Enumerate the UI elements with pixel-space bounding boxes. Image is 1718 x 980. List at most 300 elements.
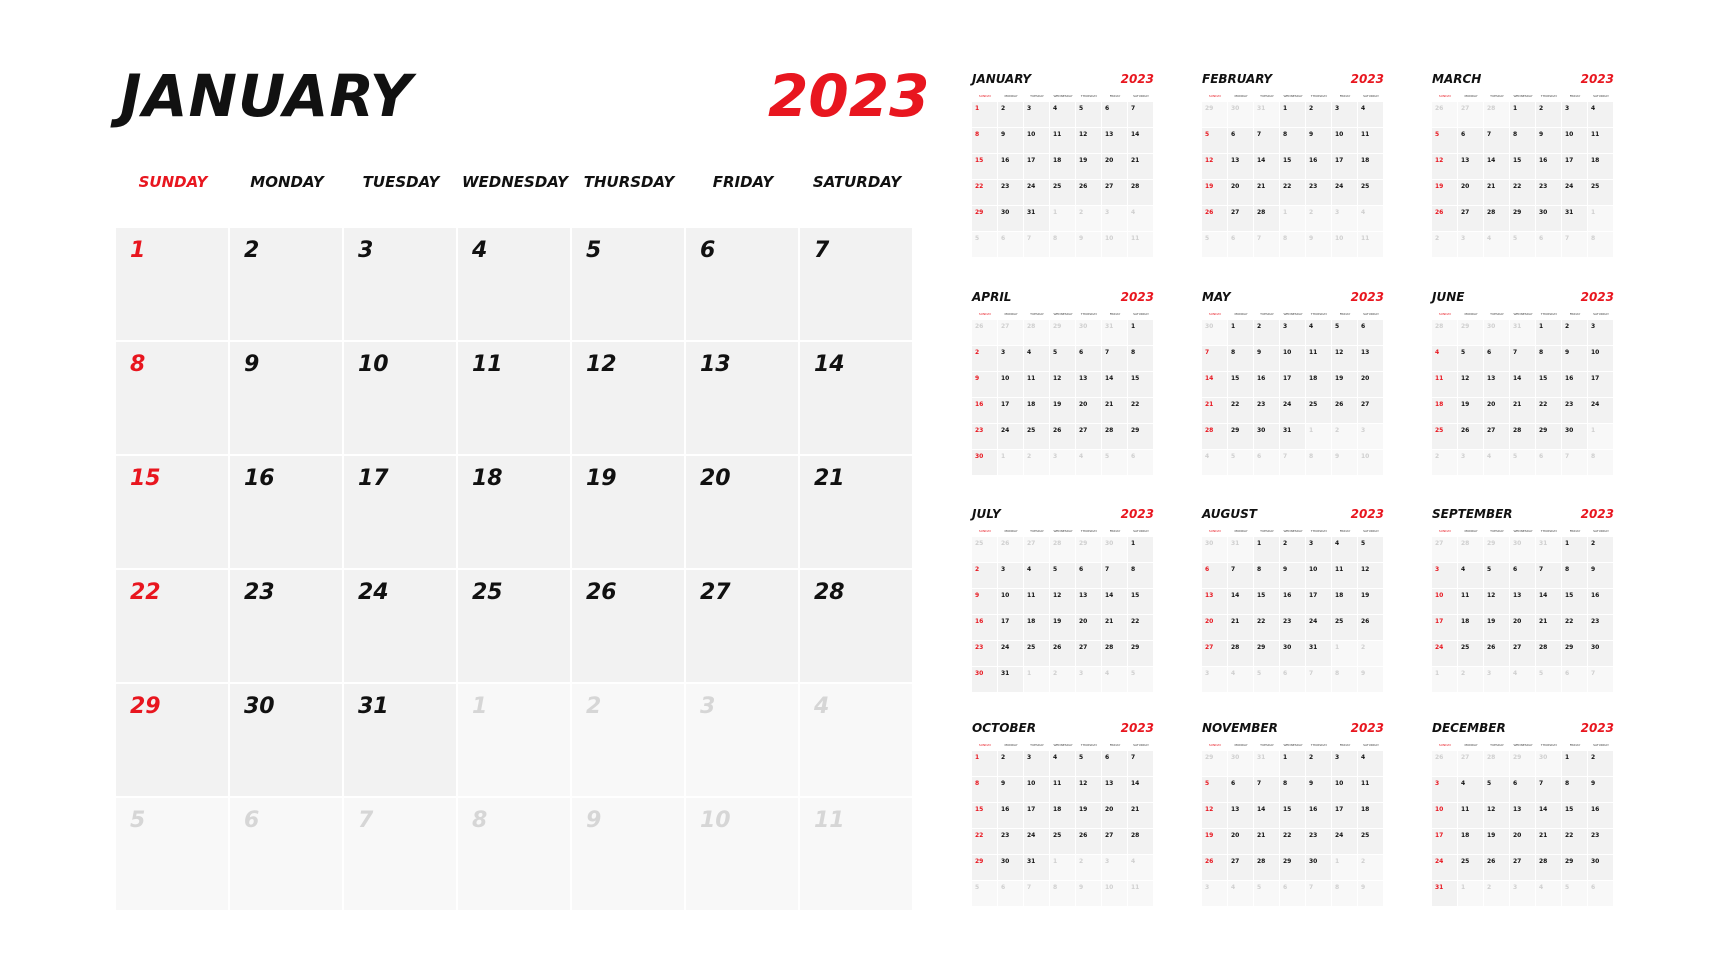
- mini-day-number: 25: [1461, 644, 1470, 651]
- mini-calendar-april: [972, 290, 1154, 480]
- mini-day-number: 21: [1487, 183, 1496, 190]
- mini-day-cell-adjacent: [1510, 450, 1535, 475]
- day-number: 14: [814, 352, 845, 377]
- mini-day-number: 8: [1283, 780, 1288, 787]
- mini-day-number: 20: [1231, 183, 1240, 190]
- mini-day-cell: [1128, 563, 1153, 588]
- mini-day-cell: [1432, 641, 1457, 666]
- mini-day-cell-adjacent: [1050, 206, 1075, 231]
- mini-day-cell-adjacent: [1588, 206, 1613, 231]
- mini-day-number: 29: [1565, 858, 1574, 865]
- mini-day-cell: [1510, 589, 1535, 614]
- weekday-sunday: SUNDAY: [138, 173, 208, 191]
- mini-weekday: THURSDAY: [1540, 94, 1558, 98]
- mini-day-number: 29: [975, 858, 984, 865]
- mini-day-number: 12: [1361, 566, 1370, 573]
- mini-weekday: THURSDAY: [1080, 312, 1098, 316]
- day-number: 27: [700, 580, 731, 605]
- mini-day-number: 13: [1205, 592, 1214, 599]
- mini-day-number: 27: [1027, 540, 1036, 547]
- mini-weekday: WEDNESDAY: [1053, 529, 1073, 533]
- mini-day-number: 31: [1027, 209, 1036, 216]
- mini-day-cell: [1128, 372, 1153, 397]
- mini-weekday: FRIDAY: [1569, 529, 1581, 533]
- mini-day-number: 11: [1131, 884, 1140, 891]
- mini-day-number: 11: [1435, 375, 1444, 382]
- mini-day-cell-adjacent: [1128, 232, 1153, 257]
- day-number: 19: [586, 466, 617, 491]
- mini-day-cell: [1458, 777, 1483, 802]
- mini-day-number: 24: [1027, 183, 1036, 190]
- mini-day-number: 5: [1205, 131, 1210, 138]
- mini-day-cell-adjacent: [1076, 667, 1101, 692]
- mini-day-number: 7: [1539, 566, 1544, 573]
- mini-day-number: 15: [1565, 806, 1574, 813]
- mini-day-number: 30: [1257, 427, 1266, 434]
- mini-day-number: 19: [1487, 832, 1496, 839]
- mini-day-cell: [1024, 589, 1049, 614]
- mini-day-number: 12: [1079, 131, 1088, 138]
- mini-day-number: 1: [1283, 754, 1288, 761]
- day-cell-adjacent: [344, 798, 456, 910]
- mini-day-cell: [1510, 829, 1535, 854]
- mini-day-cell: [1332, 372, 1357, 397]
- day-cell-adjacent: [572, 684, 684, 796]
- mini-day-number: 2: [1079, 858, 1084, 865]
- mini-day-cell: [1050, 128, 1075, 153]
- mini-day-cell-adjacent: [1458, 450, 1483, 475]
- mini-day-cell: [1458, 398, 1483, 423]
- mini-day-cell-adjacent: [1432, 320, 1457, 345]
- mini-day-number: 9: [1079, 884, 1084, 891]
- mini-day-cell: [1024, 128, 1049, 153]
- mini-day-cell: [972, 424, 997, 449]
- mini-day-cell: [1588, 855, 1613, 880]
- mini-day-cell: [1536, 424, 1561, 449]
- mini-day-number: 30: [1001, 858, 1010, 865]
- mini-day-number: 6: [1461, 131, 1466, 138]
- mini-day-number: 22: [975, 183, 984, 190]
- mini-day-cell-adjacent: [998, 450, 1023, 475]
- mini-day-number: 2: [1591, 540, 1596, 547]
- mini-day-number: 27: [1513, 858, 1522, 865]
- mini-day-number: 6: [1591, 884, 1596, 891]
- mini-day-cell: [1280, 563, 1305, 588]
- mini-year: 2023: [1350, 290, 1384, 304]
- mini-calendar-november: [1202, 721, 1384, 911]
- mini-day-number: 2: [1487, 884, 1492, 891]
- mini-day-cell: [1562, 346, 1587, 371]
- mini-day-number: 21: [1257, 832, 1266, 839]
- mini-day-number: 25: [1027, 427, 1036, 434]
- day-number: 16: [244, 466, 275, 491]
- mini-day-cell-adjacent: [1128, 450, 1153, 475]
- day-cell: [116, 228, 228, 340]
- mini-day-cell-adjacent: [1280, 232, 1305, 257]
- main-year: 2023: [768, 62, 930, 130]
- mini-weekday: MONDAY: [1004, 529, 1018, 533]
- mini-day-number: 23: [1001, 832, 1010, 839]
- mini-day-cell: [1128, 424, 1153, 449]
- mini-day-cell: [1228, 128, 1253, 153]
- mini-weekday: WEDNESDAY: [1053, 312, 1073, 316]
- mini-day-number: 20: [1105, 806, 1114, 813]
- mini-weekday: FRIDAY: [1109, 94, 1121, 98]
- mini-day-number: 11: [1461, 806, 1470, 813]
- mini-day-number: 1: [1131, 540, 1136, 547]
- mini-day-number: 18: [1591, 157, 1600, 164]
- mini-day-number: 27: [1231, 209, 1240, 216]
- mini-weekday: FRIDAY: [1109, 529, 1121, 533]
- mini-day-number: 20: [1361, 375, 1370, 382]
- mini-day-cell: [1484, 829, 1509, 854]
- mini-day-number: 19: [1053, 401, 1062, 408]
- mini-day-cell: [998, 615, 1023, 640]
- mini-day-number: 6: [1205, 566, 1210, 573]
- mini-day-cell: [1358, 751, 1383, 776]
- mini-day-cell-adjacent: [1254, 751, 1279, 776]
- mini-weekday: MONDAY: [1234, 743, 1248, 747]
- mini-month-title: DECEMBER: [1432, 721, 1506, 735]
- mini-day-number: 8: [1231, 349, 1236, 356]
- mini-day-cell: [998, 803, 1023, 828]
- mini-day-number: 3: [1461, 235, 1466, 242]
- mini-day-cell: [972, 563, 997, 588]
- mini-weekday: THURSDAY: [1310, 743, 1328, 747]
- mini-month-title: JANUARY: [972, 72, 1032, 86]
- mini-day-number: 4: [1539, 884, 1544, 891]
- mini-day-number: 5: [1487, 566, 1492, 573]
- mini-day-cell: [1432, 615, 1457, 640]
- day-number: 30: [244, 694, 275, 719]
- mini-day-cell: [1358, 803, 1383, 828]
- mini-day-number: 1: [1435, 670, 1440, 677]
- mini-weekday: SATURDAY: [1363, 743, 1379, 747]
- mini-day-number: 20: [1079, 401, 1088, 408]
- mini-day-number: 8: [1053, 235, 1058, 242]
- mini-day-number: 6: [1487, 349, 1492, 356]
- mini-day-number: 4: [1027, 566, 1032, 573]
- mini-day-number: 9: [1079, 235, 1084, 242]
- weekday-friday: FRIDAY: [712, 173, 774, 191]
- mini-day-cell: [972, 615, 997, 640]
- mini-day-number: 14: [1131, 131, 1140, 138]
- mini-day-cell: [1202, 615, 1227, 640]
- mini-day-number: 7: [1513, 349, 1518, 356]
- mini-calendar-december: [1432, 721, 1614, 911]
- mini-day-cell: [1128, 829, 1153, 854]
- mini-day-cell: [998, 563, 1023, 588]
- mini-day-number: 10: [1001, 375, 1010, 382]
- mini-day-number: 22: [1231, 401, 1240, 408]
- mini-day-cell-adjacent: [1050, 667, 1075, 692]
- mini-day-cell-adjacent: [1050, 855, 1075, 880]
- mini-day-cell-adjacent: [1024, 667, 1049, 692]
- mini-day-number: 27: [1461, 209, 1470, 216]
- mini-day-number: 21: [1231, 618, 1240, 625]
- mini-day-number: 30: [1001, 209, 1010, 216]
- day-number: 10: [358, 352, 389, 377]
- mini-day-cell: [1254, 803, 1279, 828]
- mini-day-number: 3: [1513, 884, 1518, 891]
- mini-month-title: MAY: [1202, 290, 1231, 304]
- day-cell: [230, 570, 342, 682]
- mini-day-number: 17: [1591, 375, 1600, 382]
- mini-day-cell-adjacent: [1076, 855, 1101, 880]
- mini-day-cell: [1458, 563, 1483, 588]
- mini-weekday: MONDAY: [1234, 312, 1248, 316]
- mini-weekday: FRIDAY: [1109, 743, 1121, 747]
- mini-day-cell: [972, 751, 997, 776]
- mini-day-cell: [1254, 206, 1279, 231]
- mini-calendar-march: [1432, 72, 1614, 262]
- mini-day-number: 24: [1591, 401, 1600, 408]
- mini-day-number: 5: [1539, 670, 1544, 677]
- mini-weekday: WEDNESDAY: [1283, 94, 1303, 98]
- mini-weekday: THURSDAY: [1310, 529, 1328, 533]
- mini-day-number: 1: [1257, 540, 1262, 547]
- mini-day-cell: [1050, 615, 1075, 640]
- mini-day-cell: [1280, 180, 1305, 205]
- mini-day-number: 3: [1027, 754, 1032, 761]
- mini-day-cell: [1254, 128, 1279, 153]
- mini-day-cell-adjacent: [1562, 667, 1587, 692]
- mini-day-cell: [1050, 372, 1075, 397]
- mini-day-number: 8: [1335, 670, 1340, 677]
- mini-day-cell-adjacent: [1510, 537, 1535, 562]
- mini-year: 2023: [1120, 507, 1154, 521]
- day-number: 2: [586, 694, 602, 719]
- mini-day-cell: [1332, 589, 1357, 614]
- mini-day-cell: [1280, 320, 1305, 345]
- mini-day-cell-adjacent: [1102, 855, 1127, 880]
- mini-day-cell: [1128, 180, 1153, 205]
- mini-day-cell-adjacent: [1588, 424, 1613, 449]
- mini-day-cell-adjacent: [1024, 450, 1049, 475]
- mini-day-cell-adjacent: [1536, 751, 1561, 776]
- mini-calendar-july: [972, 507, 1154, 697]
- mini-day-cell-adjacent: [1510, 881, 1535, 906]
- mini-day-number: 30: [1591, 858, 1600, 865]
- mini-day-number: 3: [1205, 670, 1210, 677]
- day-cell: [458, 456, 570, 568]
- mini-day-number: 3: [1591, 323, 1596, 330]
- mini-day-number: 6: [1361, 323, 1366, 330]
- mini-day-cell: [1484, 803, 1509, 828]
- mini-day-number: 4: [1361, 754, 1366, 761]
- mini-day-number: 28: [1205, 427, 1214, 434]
- mini-day-number: 23: [1309, 183, 1318, 190]
- mini-day-cell: [1050, 563, 1075, 588]
- mini-day-cell: [1588, 641, 1613, 666]
- mini-day-number: 13: [1105, 131, 1114, 138]
- mini-day-cell-adjacent: [1024, 537, 1049, 562]
- mini-day-number: 12: [1487, 592, 1496, 599]
- mini-day-number: 17: [1027, 157, 1036, 164]
- mini-day-cell: [1306, 180, 1331, 205]
- mini-day-number: 3: [1105, 209, 1110, 216]
- mini-day-cell: [1024, 424, 1049, 449]
- mini-day-cell: [1588, 803, 1613, 828]
- mini-day-cell: [1358, 829, 1383, 854]
- mini-day-cell: [998, 102, 1023, 127]
- mini-day-cell-adjacent: [1332, 667, 1357, 692]
- mini-day-number: 2: [1361, 858, 1366, 865]
- mini-day-number: 25: [1461, 858, 1470, 865]
- mini-weekday: TUESDAY: [1030, 743, 1044, 747]
- mini-day-number: 19: [1435, 183, 1444, 190]
- mini-day-number: 28: [1539, 644, 1548, 651]
- mini-day-number: 30: [975, 453, 984, 460]
- mini-month-title: OCTOBER: [972, 721, 1036, 735]
- mini-day-number: 28: [1461, 540, 1470, 547]
- mini-day-number: 29: [1283, 858, 1292, 865]
- mini-day-number: 5: [1079, 754, 1084, 761]
- mini-day-cell: [1332, 829, 1357, 854]
- mini-day-number: 15: [1257, 592, 1266, 599]
- mini-weekday: THURSDAY: [1080, 529, 1098, 533]
- mini-day-number: 9: [1309, 131, 1314, 138]
- mini-day-number: 25: [1027, 644, 1036, 651]
- mini-day-cell: [1332, 320, 1357, 345]
- mini-day-cell-adjacent: [1458, 751, 1483, 776]
- mini-day-cell-adjacent: [1306, 206, 1331, 231]
- mini-day-cell: [1306, 346, 1331, 371]
- mini-weekday: SUNDAY: [978, 312, 992, 316]
- mini-day-number: 1: [1001, 453, 1006, 460]
- day-cell: [686, 228, 798, 340]
- mini-day-number: 3: [1335, 754, 1340, 761]
- mini-day-number: 7: [1257, 780, 1262, 787]
- mini-day-cell: [1588, 537, 1613, 562]
- day-cell: [344, 456, 456, 568]
- mini-day-cell: [1024, 180, 1049, 205]
- mini-weekday: MONDAY: [1464, 743, 1478, 747]
- mini-day-cell: [1484, 424, 1509, 449]
- mini-weekday: WEDNESDAY: [1283, 743, 1303, 747]
- mini-day-cell: [1484, 372, 1509, 397]
- mini-day-cell: [1228, 206, 1253, 231]
- mini-day-cell: [1536, 154, 1561, 179]
- mini-day-cell: [1536, 102, 1561, 127]
- mini-day-cell: [1306, 372, 1331, 397]
- mini-day-number: 3: [1105, 858, 1110, 865]
- mini-day-cell: [1202, 206, 1227, 231]
- mini-day-number: 5: [975, 884, 980, 891]
- mini-day-number: 2: [1539, 105, 1544, 112]
- mini-day-cell: [1458, 180, 1483, 205]
- mini-weekday: THURSDAY: [1080, 94, 1098, 98]
- mini-day-number: 9: [1001, 131, 1006, 138]
- mini-day-number: 1: [1053, 209, 1058, 216]
- mini-day-cell-adjacent: [1306, 424, 1331, 449]
- mini-day-number: 7: [1027, 884, 1032, 891]
- mini-day-number: 11: [1335, 566, 1344, 573]
- mini-calendar-january: [972, 72, 1154, 262]
- mini-day-cell-adjacent: [1432, 102, 1457, 127]
- mini-weekday: MONDAY: [1464, 312, 1478, 316]
- mini-day-number: 19: [1053, 618, 1062, 625]
- mini-day-cell-adjacent: [1588, 881, 1613, 906]
- mini-weekday: TUESDAY: [1260, 743, 1274, 747]
- mini-day-number: 31: [1283, 427, 1292, 434]
- mini-day-cell: [998, 180, 1023, 205]
- mini-day-number: 15: [1231, 375, 1240, 382]
- mini-day-cell: [1358, 128, 1383, 153]
- mini-day-cell-adjacent: [1202, 102, 1227, 127]
- mini-day-number: 20: [1105, 157, 1114, 164]
- mini-day-number: 6: [1231, 131, 1236, 138]
- mini-day-number: 6: [1513, 566, 1518, 573]
- day-number: 29: [130, 694, 161, 719]
- mini-day-number: 3: [1001, 566, 1006, 573]
- mini-day-cell: [1484, 346, 1509, 371]
- mini-day-cell: [1280, 128, 1305, 153]
- mini-day-number: 19: [1361, 592, 1370, 599]
- day-cell-adjacent: [686, 684, 798, 796]
- mini-day-number: 2: [1435, 453, 1440, 460]
- mini-day-number: 7: [1231, 566, 1236, 573]
- mini-day-number: 6: [1539, 235, 1544, 242]
- mini-weekday: FRIDAY: [1339, 743, 1351, 747]
- mini-day-number: 1: [1309, 427, 1314, 434]
- mini-day-number: 28: [1027, 323, 1036, 330]
- day-number: 4: [472, 238, 488, 263]
- mini-day-number: 13: [1461, 157, 1470, 164]
- mini-day-number: 2: [1591, 754, 1596, 761]
- day-cell: [800, 570, 912, 682]
- mini-day-number: 31: [1435, 884, 1444, 891]
- mini-day-number: 5: [1205, 235, 1210, 242]
- mini-day-cell: [1484, 589, 1509, 614]
- mini-day-cell: [1254, 563, 1279, 588]
- mini-day-cell: [1050, 641, 1075, 666]
- mini-day-cell: [1280, 803, 1305, 828]
- mini-day-cell-adjacent: [1050, 320, 1075, 345]
- mini-day-cell-adjacent: [1536, 232, 1561, 257]
- mini-day-cell: [1536, 829, 1561, 854]
- mini-day-cell: [1102, 346, 1127, 371]
- mini-day-cell: [1510, 180, 1535, 205]
- day-cell-adjacent: [572, 798, 684, 910]
- mini-day-cell: [1536, 641, 1561, 666]
- mini-day-number: 13: [1231, 806, 1240, 813]
- mini-weekday: FRIDAY: [1569, 94, 1581, 98]
- mini-day-number: 5: [1231, 453, 1236, 460]
- mini-day-number: 1: [1591, 427, 1596, 434]
- day-cell: [572, 228, 684, 340]
- mini-day-cell-adjacent: [1358, 641, 1383, 666]
- mini-day-cell-adjacent: [1484, 537, 1509, 562]
- mini-calendar-august: [1202, 507, 1384, 697]
- day-cell: [230, 342, 342, 454]
- mini-day-cell: [1280, 537, 1305, 562]
- mini-day-number: 22: [1513, 183, 1522, 190]
- mini-day-cell-adjacent: [1458, 102, 1483, 127]
- mini-year: 2023: [1350, 721, 1384, 735]
- mini-day-number: 8: [1283, 131, 1288, 138]
- mini-day-cell-adjacent: [1510, 751, 1535, 776]
- mini-day-number: 21: [1105, 401, 1114, 408]
- day-cell-adjacent: [800, 798, 912, 910]
- mini-day-number: 10: [1361, 453, 1370, 460]
- mini-day-cell-adjacent: [1202, 537, 1227, 562]
- mini-day-number: 15: [1283, 806, 1292, 813]
- mini-day-number: 4: [1079, 453, 1084, 460]
- mini-weekday: TUESDAY: [1490, 312, 1504, 316]
- mini-day-cell: [1432, 589, 1457, 614]
- mini-day-number: 30: [1591, 644, 1600, 651]
